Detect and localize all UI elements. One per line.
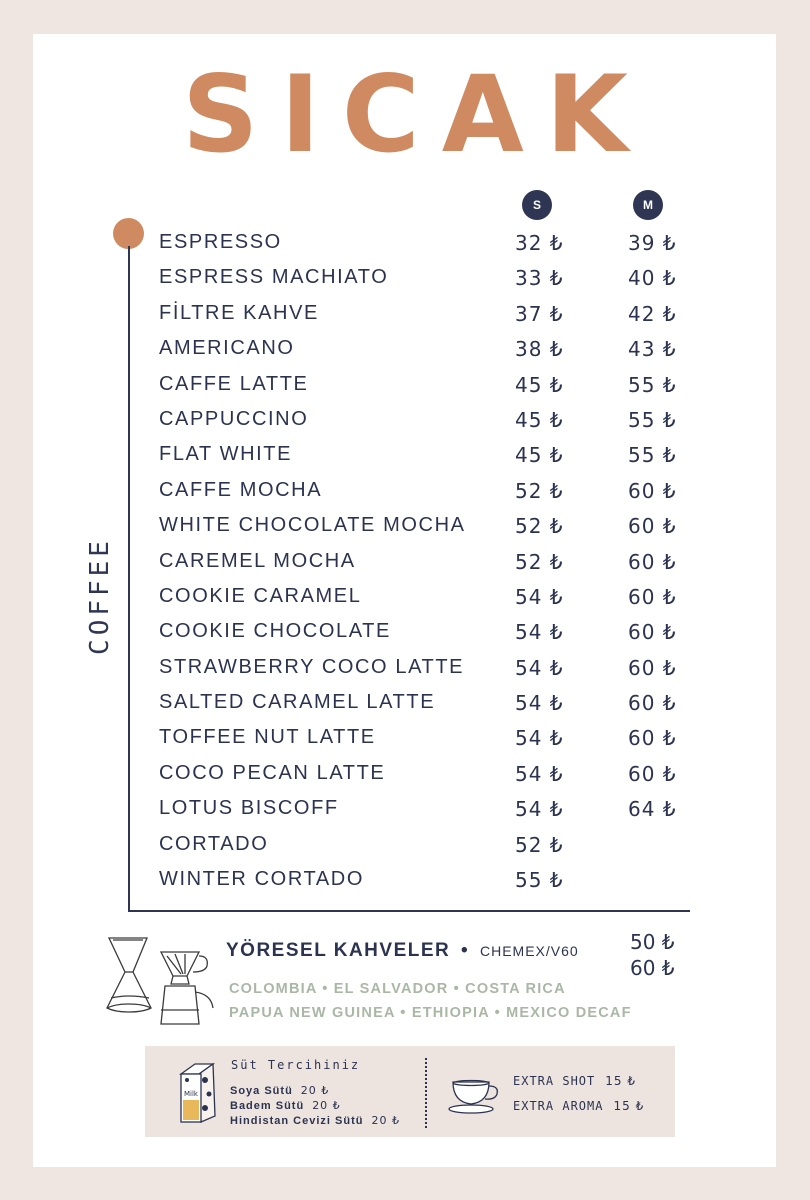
menu-item-name: CAREMEL MOCHA: [159, 549, 356, 572]
extras-panel: [145, 1046, 675, 1137]
menu-item-name: ESPRESS MACHIATO: [159, 266, 389, 289]
menu-row: [0, 791, 810, 826]
price-small: 54 ₺: [515, 761, 564, 786]
price-small: 52 ₺: [515, 549, 564, 574]
menu-row: [0, 402, 810, 437]
price-medium: 60 ₺: [628, 726, 677, 751]
menu-item-name: CAFFE MOCHA: [159, 478, 323, 501]
price-small: 37 ₺: [515, 301, 564, 326]
origins-line-1: COLOMBIA • EL SALVADOR • COSTA RICA: [229, 981, 566, 997]
price-small: 55 ₺: [515, 868, 564, 893]
menu-item-name: CAFFE LATTE: [159, 372, 309, 395]
menu-item-name: CAPPUCCINO: [159, 407, 309, 430]
milk-title: Süt Tercihiniz: [231, 1058, 361, 1072]
menu-item-name: WHITE CHOCOLATE MOCHA: [159, 514, 466, 537]
price-small: 38 ₺: [515, 337, 564, 362]
price-medium: 60 ₺: [628, 549, 677, 574]
menu-row: [0, 367, 810, 402]
regional-bullet: •: [461, 940, 470, 961]
menu-item-name: FLAT WHITE: [159, 443, 293, 466]
price-small: 54 ₺: [515, 655, 564, 680]
price-small: 54 ₺: [515, 584, 564, 609]
price-medium: 60 ₺: [628, 691, 677, 716]
menu-item-name: FİLTRE KAHVE: [159, 301, 319, 324]
horizontal-rule: [128, 910, 690, 912]
chemex-icon: [103, 932, 221, 1028]
price-small: 54 ₺: [515, 620, 564, 645]
menu-item-name: LOTUS BISCOFF: [159, 797, 339, 820]
price-small: 52 ₺: [515, 832, 564, 857]
price-medium: 60 ₺: [628, 584, 677, 609]
menu-item-name: STRAWBERRY COCO LATTE: [159, 655, 465, 678]
menu-row: [0, 331, 810, 366]
menu-item-name: TOFFEE NUT LATTE: [159, 726, 376, 749]
menu-row: [0, 437, 810, 472]
milk-item-price: 20 ₺: [312, 1099, 341, 1112]
menu-row: [0, 650, 810, 685]
coffee-menu-list: [0, 225, 810, 897]
price-medium: 40 ₺: [628, 266, 677, 291]
menu-row: [0, 544, 810, 579]
price-medium: 60 ₺: [628, 620, 677, 645]
extra-item-name: EXTRA SHOT: [513, 1074, 596, 1088]
milk-item-name: Badem Sütü: [230, 1100, 305, 1112]
menu-row: [0, 579, 810, 614]
menu-item-name: WINTER CORTADO: [159, 868, 364, 891]
price-small: 54 ₺: [515, 691, 564, 716]
extras-divider: [425, 1058, 427, 1128]
price-medium: 55 ₺: [628, 407, 677, 432]
milk-item-price: 20 ₺: [371, 1114, 400, 1127]
price-small: 54 ₺: [515, 726, 564, 751]
menu-row: [0, 296, 810, 331]
milk-item: [230, 1084, 329, 1097]
milk-item: [230, 1099, 341, 1112]
milk-icon-text: Milk: [184, 1090, 198, 1098]
price-medium: 60 ₺: [628, 514, 677, 539]
menu-item-name: AMERICANO: [159, 337, 295, 360]
price-small: 52 ₺: [515, 478, 564, 503]
milk-item-price: 20 ₺: [300, 1084, 330, 1097]
menu-row: [0, 827, 810, 862]
regional-price-small: 50 ₺: [630, 930, 675, 954]
menu-row: [0, 225, 810, 260]
extra-item-name: EXTRA AROMA: [513, 1099, 604, 1113]
menu-row: [0, 508, 810, 543]
regional-subtitle: CHEMEX/V60: [479, 943, 579, 959]
v60-dripper-icon: [161, 952, 213, 1024]
extra-item-price: 15 ₺: [605, 1074, 636, 1088]
coffee-cup-icon: [447, 1072, 503, 1116]
menu-row: [0, 614, 810, 649]
price-medium: 60 ₺: [628, 478, 677, 503]
milk-item-name: Hindistan Cevizi Sütü: [230, 1115, 364, 1127]
menu-row: [0, 756, 810, 791]
milk-carton-icon: [175, 1060, 219, 1124]
price-small: 32 ₺: [515, 231, 564, 255]
size-badge-small: S: [522, 190, 552, 220]
price-medium: 60 ₺: [628, 655, 677, 680]
price-medium: 55 ₺: [628, 443, 677, 468]
price-medium: 43 ₺: [628, 337, 677, 362]
regional-price-medium: 60 ₺: [630, 956, 675, 980]
menu-item-name: CORTADO: [159, 832, 269, 855]
menu-item-name: ESPRESSO: [159, 231, 282, 253]
menu-item-name: COOKIE CHOCOLATE: [159, 620, 391, 643]
extra-item: [513, 1074, 636, 1088]
menu-row: [0, 473, 810, 508]
milk-item-name: Soya Sütü: [230, 1085, 293, 1097]
origins-line-2: PAPUA NEW GUINEA • ETHIOPIA • MEXICO DECAF: [229, 1005, 632, 1021]
menu-row: [0, 720, 810, 755]
menu-row: [0, 685, 810, 720]
price-medium: 64 ₺: [628, 797, 677, 822]
menu-item-name: SALTED CARAMEL LATTE: [159, 691, 436, 714]
price-small: 54 ₺: [515, 797, 564, 822]
menu-row: [0, 260, 810, 295]
menu-item-name: COOKIE CARAMEL: [159, 584, 362, 607]
regional-title: [226, 940, 579, 962]
price-small: 33 ₺: [515, 266, 564, 291]
price-medium: 60 ₺: [628, 761, 677, 786]
extra-item: [513, 1099, 644, 1113]
price-small: 45 ₺: [515, 407, 564, 432]
price-medium: 55 ₺: [628, 372, 677, 397]
price-medium: 39 ₺: [628, 231, 677, 255]
menu-row: [0, 862, 810, 897]
price-small: 45 ₺: [515, 443, 564, 468]
price-medium: 42 ₺: [628, 301, 677, 326]
menu-item-name: COCO PECAN LATTE: [159, 761, 386, 784]
section-label-text: COFFEE: [85, 537, 115, 655]
price-small: 45 ₺: [515, 372, 564, 397]
milk-item: [230, 1114, 400, 1127]
size-badge-medium: M: [633, 190, 663, 220]
price-small: 52 ₺: [515, 514, 564, 539]
menu-title: SICAK: [182, 53, 650, 176]
extra-item-price: 15 ₺: [613, 1099, 645, 1113]
regional-title-text: YÖRESEL KAHVELER: [226, 940, 451, 961]
